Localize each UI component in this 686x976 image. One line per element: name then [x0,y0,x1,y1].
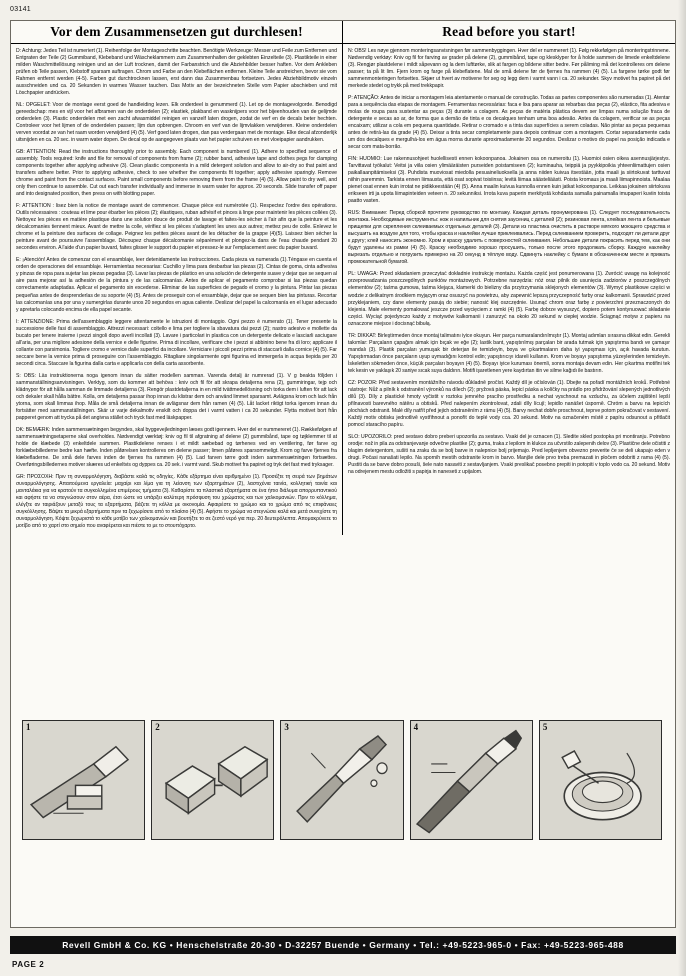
page-number: PAGE 2 [12,960,45,969]
paragraph-f: F: ATTENTION : lisez bien la notice de montage avant de commencer. Chaque pièce est numérotée (1). Respectez l'ordre des opérations. Outils nécessaires : couteau et lime pour ébarber les pièces (2); élastiques, ruban adhésif et pinces à linge pour maintenir les pièces collées (3). Nettoyez les pièces en matière plastique dans une solution douce de produit de lavage et faites-les sécher à l'air afin que la peinture et les décalcomanies tiennent mieux. Avant de mettre la colle, vérifiez si les pièces s'adaptent les unes aux autres; mettez peu de colle. Enlevez le chrome et la peinture des surfaces de collage. Peignez les petites pièces avant de les détacher de la grappe (4)(5). Laissez bien sécher la peinture avant de poursuivre l'assemblage. Découpez chaque décalcomanie séparément et plongez-la dans de l'eau chaude pendant 20 secondes environ. A l'aide d'un papier buvard, faites glisser le support du papier et pressez-le sur l'emplacement avec du papier buvard. [16,203,337,252]
paragraph-dk: DK: BEMÆRK: Inden sammensætningen begyndes, skal byggevejledningen læses godt igennem. Hver del er nummereret (1). Rækkefølgen af sammensætningsetaperne skal overholdes. Nødvendigt værktøj: kniv og fil til afgratning af delene (2) gummibånd, tape og tøjklemmer til at holde de klæbede (3) enkeltdele sammen. Plastikdelene renses i et mildt sæbebad og tørhenes ved en ventilering, før farve og forklæbebillederne bedre kan hæfte. Inden påførelsen kontrolleres om delene passer; limen påføres sparsommeligt. Krom og farve fjernes fra klæbefladerne. De små dele farves inden de fjernes fra rammen (4) (5). Lad farven tørre godt inden sammensætningen fortsættes. Overføringsbilledernes motiver skæres ud enkeltvis og dyppes ca. 20 sek. i varmt vand. Skub motivet fra papiret og tryk det fast med tryksager. [16,426,337,468]
paragraph-tr: TR: DIKKAT: Birleştirmeden önce montaj talimatını iyice okuyun. Her parça numaralandırılmıştır (1). Montaj adımları sırasına dikkat edin. Gerekli takımlar: Parçaların çapağını almak için bıçak ve eğe (2); lastik bant, yapıştırılmış parçaları bir arada tutmak için yapıştırma bandı ve çamaşır mandalı (3). Plastik parçaları yumuşak bir deterjan ile temizleyin, boya ve çıkartmaların daha iyi yapışması için, açık havada kurutun. Yapıştırmadan önce parçaların uyup uymadığını kontrol edin; yapıştırıcıyı idareli kullanın. Krom ve boyayı yapıştırma yüzeylerinden temizleyin. İskeletten sökmeden önce, küçük parçaları boyayın (4) (5). Boyayı iyice kuruması önemli, sonra montaja devam edin. Her çıkartma motifini tek tek kesin ve yaklaşık 20 saniye sıcak suya daldırın. Motifi işaretlenen yere kaydırtan itin ve silme kağıdı ile bastırın. [348,332,670,374]
page-edge-shadow [678,0,686,976]
heading-left-cell [11,21,343,43]
step-illustrations [22,720,662,840]
apply-glue-sparingly-icon [281,721,402,839]
heading-english: Read before you start! [442,24,576,39]
paragraph-gb: GB: ATTENTION: Read the instructions thoroughly prior to assembly. Each component is numbered (1). Adhere to specified sequence of assembly. Tools required: knife and file for removal of components from frame (2); rubber band, adhesive tape and clothes pegs for clamping components together after applying adhesive (3). Clean plastic components in a mild detergent solution and allow to air-dry so that paint and transfers adhere better. Prior to applying adhesive, check to see whether the components fit together; apply adhesive sparingly. Remove chrome and paint from the contact surfaces. Paint small components before removing them from the frame (4) (5). Allow paint to dry well, and only then continue to assemble. Cut out each transfer individually and immerse in warm water for approx. 20 seconds. Slide transfer off paper and into designated position, then press on with blotting paper. [16,149,337,198]
step-illustration-5 [539,720,662,840]
paragraph-i: I: ATTENZIONE: Prima dell'assemblaggio leggere attentamente le istruzioni di montaggio. Ogni pezzo è numerato (1). Tener presente la successione delle fasi di assemblaggio. Attrezzi necessari: coltello e lima per togliere la sbavatura dai pezzi (2); nastro adesivo e mollette da bucato per tenere insieme i pezzi singoli dopo averli incollati (3). Lavare i particolari in plastica con un detergente delicato e lasciarli asciugare all'aria, per una migliore adesione della vernice e delle figurine. Prima di incollare, verificare che i pezzi si abbinino bene fra di loro; applicare il collante con parsimonia. Togliere cromo e vernice dalle superfici da incollare. Verniciare i piccoli pezzi prima di staccarli dalla cornice (4) (5). Far seccare bene la vernice prima di proseguire con l'assemblaggio. Ritagliare singolarmente ogni figurina ed immergerla in acqua tiepida per 20 secondi circa. Staccare la figurina dalla carta e applicarla con della carta assorbente. [16,318,337,367]
left-column [11,44,343,535]
manufacturer-contact: Revell GmbH & Co. KG • Henschelstraße 20-30 • D-32257 Buende • Germany • Tel.: +49-5223-965-0 • Fax: +49-5223-965-488 [62,940,624,950]
headings-bar [11,21,675,44]
paragraph-fin: FIN: HUOMIO: Lue rakennusohjeet huolellisesti ennen kokoonpanoa. Jokainen osa on numeroitu (1). Huomioi osien oikea asennusjärjestys. Tarvittavat työkalut: Veitsi ja viila osien ylimääräisten purseiden poistamiseen (2); kuminauha, teippiä ja pyykkipoikia yhteenliimattujen osien paikallaanpitämiseksi (3). Puhdista muoviosat miedolla pesuaineliuoksella ja anna niiden kuivua itsestään, jotta maali ja siirtokuvat tarttuvat niihin paremmin. Tarkista ennen liimausta, että osat sopivat toisiinsa; levitä liimaa säästeliäästi. Poista kromaus ja maali liimapinnoista. Maalaa pienet osat ennen kuin irrotat ne pidikkeestään (4) (5). Anna maalin kuivua kunnolla ennen kuin jatkat kokoonpanoa. Leikkaa jokainen siirtokuva erikseen irti ja upota liimapinteiden veteen n. 20 sekunniksi. Irrota kuva paperin merkitystä kohdasta samalla painamalla imupaperi kuviin toista paatto vasten. [348,156,670,205]
step-number-3: 3 [284,722,289,732]
text-columns [11,44,675,535]
check-fit-before-gluing-icon [152,721,273,839]
footer-bar [10,936,676,954]
document-code: 03141 [10,6,31,13]
step-number-5: 5 [542,722,548,732]
paragraph-slo: SLO: UPOZORILO: pred sestavo dobro preberi upozorila za sestavo. Vsaki del je oznacen (1). Sledite skled postopka pri montiranju. Potrebno orodje: nož in pila za odstranjevanje odvečne plastike (2); guma, traka z lepilom in klukce za učvrstilo zalepenih delov (3). Plastične dele očistiti z blagim detergentom, sušiti na zraku da se bolj barve in nalepnice bolj prijemajo. Pred lepljenjem obvezno preverite če se deli ukapajo eden v drugi. Počasi nanašati lepilo. Na spornih mestih odstranite krom in barvo. Manjše dele prvo treba premazati in pločem odobriti z rama (4) (5). Pustiti da se barve dobro posuši, šele nato nasaviti z sestavljanjem. Vsaki preslikač posebno prepiti in potopiti v toplo vodo ca. 20 sekund. Motiv na odrejenem mestu odložiti s papirja in naneseti z upijalom. [348,433,670,475]
paragraph-cz: CZ: POZOR: Před sestavením montážního návodu důkladně pročíst. Každý díl je očíslován (1). Dbejte na pořadí montážních kroků. Potřebné nástroje: Nůž a pilník k odstranění výronků na dílech (2); pryžová páska, lepicí páska a kolíčky na prádlo pro přidržování slepených jednotlivých dílů (3). Díly z plastické hmoty vyčistit v roztoku jemného pracího prostředku a nechat vyschnout na vzduchu, za účelem zajištění lepší přilnavosti barevného nátěru a obtisků. Před nalepením zkontrolovat, zdali díly lícují; lepidlo nanášet úsporně. Chróm a barvu na lepicích plochách odstranit. Malé díly natřít před jejich odstraněním z rámu (4) (5). Barvy nechat dobře proschnout, teprve potom pokračovat v sestavení. Každý motiv obtisku jednotlivě vystřihnout a ponořit do teplé vody cca. 20 sekund. Motiv na označeném místě z papíru odsunout a přitlačit pomocí staracího papíru. [348,379,670,428]
paint-small-parts-on-frame-icon [411,721,532,839]
deburr-part-with-knife-icon [23,721,144,839]
heading-german: Vor dem Zusammensetzen gut durchlesen! [50,24,303,39]
paragraph-s: S: OBS: Läs instruktionerna noga igenom innan du sätter modellen samman. Varenda detalj är numrerad (1). V g beakta följden i sammanställningsanvisningen. Verktyg, som du kommer att behöva : kniv och fil för att skrapa detaljerna rena (2), gummiringar, tejp och klädnypor för att hålla samman de limmade detaljerna (3). Rengör plastdetaljerna in en mild tvättmedellösning och torka dem i luften för att lack och dekaler skall hålla bättre. Kolla, om detaljerna passar ihop innan du klistrar dem och använd limmet sparsamt. Avlägsna krom och lack från ytorna, som skall limmas ihop. Måla de små detaljerna innan de avlägsnar dem från ramen (4) (5). Låt lacket riktigt torka igenom innan du fortsätter med sammanställningen. Skär ur varje dekalmotiv enskilt och doppa det i varmt vatten i ca 20 sekunder. Flytta motivet bort från papperet genom att trycka på det angivna stället och tryck fast med läskpapper. [16,372,337,421]
heading-right-cell [343,21,675,43]
paragraph-n: N: OBS! Les nøye gjennom monteringsanvisningen før sammenbyggingen. Hver del er nummerert (1). Følg rekkefølgen på monteringstrinnene. Nødvendig verktøy: Kniv og fil for farving av grader på delene (2), gummibånd, tape og klesklyper for å holde sammen de limede enkeltdelene (3). Rengjør plastdelene i mildt såpevann og la dem lufttørke, slik at fargen og bildene sitter bedre. Før påliming må det kontrolleres om delene passer; ta på lit lim. Fjern krom og farge på klebeflatene. Mal de små delene før de fjernes fra rammen (4) (5). La fargene tørke godt før sammenmonteringen fortsettes. Skjær ut hvert av motivene for seg og legg dem i varmt vann i ca. 20 sekunder. Skyv motivet fra papiret på det merkede stedet og trykk på med trekkpapir. [348,48,670,90]
paragraph-nl: NL: OPGELET: Voor de montage eerst goed de handleiding lezen. Elk onderdeel is genummerd (1). Let op de montagevolgorde. Benodigd gereedschap: mes en vijl voor het afbramen van de onderdelen (2); elastiek, plakband en wasknijpers voor het bijeenhouden van de gelijmde onderdelen (3). Plastic onderdelen met een zacht afwasmiddel reinigen en vanzelf laten drogen, zodat de verf en de decals beter hechten. Controleer voor het lijmen of de onderdelen passen; lijm dun opbrengen. Chroom en verf van de lijmvlakken verwijderen. Kleine onderdelen verven voordat ze van het raam worden verwijderd (4) (5). Verf goed laten drogen, dan pas verdergaan met de montage. Elke decal afzonderlijk uitsnijden en ca. 20 sec. in warm water dopen. De decal op de aangegeven plaats van het papier schuiven en met vloeipapier aandrukken. [16,102,337,144]
step-number-2: 2 [155,722,160,732]
step-illustration-2 [151,720,274,840]
paragraph-p: P: ATENÇÃO: Antes de iniciar a montagem leia atentamente o manual de construção. Todas as partes componentes são numeradas (1). Atentar para a sequência das etapas de montagem. Ferramentas necessárias: faca e lixa para aparar as rebarbas das peças (2), elástico, fita adesiva e molas de roupa para sustentar as peças (3) durante a colagem. As peças de matéria plástica devem ser limpas numa solução fraca de detergente e secas ao ar, de forma que a demão de tinta e os decalques tenham uma boa adesão. Antes da colagem, verificar se as peças encaixam; utilizar a cola em pequena quantidade. Retirar o cromado e a tinta das superfícies a serem coladas. Não pintar as peças pequenas antes de retirá-las da grade (4) (5). Deixar a tinta secar completamente para depois continuar com a montagem. Cortar separadamente cada um dos decalques e mergulhá-los em água morna durante aproximadamente 20 segundos. Deslizar o motivo do papel na posição indicada e secar com mata-borrão. [348,95,670,151]
step-illustration-3 [280,720,403,840]
paragraph-pl: PL: UWAGA: Przed składaniem przeczytać dokładnie instrukcję montażu. Każda część jest ponumerowana (1). Zwrócić uwagę na kolejność przeprowadzania poszczególnych punktów montażowych. Potrzebne narzędzia: nóż oraz pilnik do usunięcia zadziorów z poszczególnych elementów (2); taśma gumowa, taśma klejąca, klamerki do bielizny dla przytrzymania sklejonych elementów (3). Wymyć plastikowe części w wodzie z delikatnym środkiem myjącym oraz osuszyć na powietrzu, aby zapewnić lepszą przyczepność farby oraz kalkomanii. Sprawdzić przed przyklejaniem, czy dane elementy pasują do siebie; nanosić klej oszczędnie. Usunąć chrom oraz farbę z powierzchni przeznaczonych do klejenia. Małe elementy pomalować jeszcze przed wycięciem z ramki (4) (5). Farbę dobrze wysuszyć, dopiero potem kontynuować składanie części. Wyciąć pojedynczo każdy z motywów kalkomanii i zanurzyć na około 20 sekund w ciepłej wodzie. Ściągnąć motyw z papieru na oznaczone miejsce i docisnąć bibułą. [348,271,670,327]
soak-decal-in-warm-water-icon [540,721,661,839]
step-number-4: 4 [413,722,419,732]
paragraph-rus: RUS: Внимание: Перед сборкой прочтите руководство по монтажу. Каждая деталь пронумерована (1). Следует последовательность монтажа. Необходимые инструменты: нож и напильник для снятия заусениц с деталей (2); резиновая лента, клейкая лента и бельевые прищепки для скрепления склеиваемых отдельных деталей (3). Детали из пластика очистить в растворе мягкого моющего средства и высушить на воздухе для того, чтобы краска и наклейки лучше приклеивались. Перед склеиванием проверить, подходят ли детали друг к другу; клей наносить экономно. Хром и краску удалить с поверхностей склеивания. Небольшие детали покрасить перед тем, как они будут удалены из рамки (4) (5). Краску необходимо хорошо просушить, только после этого продолжать сборку. Каждую наклейку вырезать отдельно и погрузить примерно на 20 секунд в тёплую воду. Сдвинуть наклейку с бумаги в обозначенном месте и прижать промокательной бумагой. [348,210,670,266]
right-column [343,44,675,535]
paragraph-e: E: ¡Atención! Antes de comenzar con el ensamblaje, leer detenidamente las instrucciones. Cada pieza va numerada (1).Téngase en cuenta el orden de operaciones del ensamblaje. Herramientas necesarias: Cuchillo y lima para desbarbar las piezas (2). Cintas de goma, cinta adhesiva y pinzas de ropa para sujetar las piezas pegadas (3). Lavar las piezas de plástico en una solución de detergente suave y dejar que se sequen al aire para mejorar así la adhesión de la pintura y de las calcomanías. Antes de aplicar el pegamento comprobar si las piezas quedan correctamente adaptadas. Aplicar el pegamento sin excederse. Eliminar de las superficies de pegado el cromo y la pintura. Pintar las piezas pequeñas antes de desprenderlas de su soporte (4) (5). Antes de proseguir con el ensamblaje, dejar que se sequen bien las pinturas. Recortar las calcomanías una por una y sumergirlas durante unos 20 segundos en agua caliente. Deslizar del papel la calcomanía en el lugar adecuado y apretarla colocando encima de ella papel secante. [16,257,337,313]
paragraph-de: D: Achtung: Jedes Teil ist numeriert (1). Reihenfolge der Montageschritte beachten. Benötigte Werkzeuge: Messer und Feile zum Entfernen und Entgraten der Teile (2) Gummiband, Klebeband und Wäscheklammern zum Zusammenhalten der geklebten Einzelteile (3). Plastikteile in einer milden Waschmittellösung reinigen und an der Luft trocknen, damit der Farbanstrich und die Abziehbilder besser haften. Vor dem Ankleben prüfen ob Teile passen, Klebstoff sparsam auftragen. Chrom und Farbe an den Klebeflächen entfernen. Kleine Teile anstreichen, bevor sie vom Rahmen entfernt werden (4-5). Farben gut durchtrocknen lassen, erst dann das Zusammenbau fortsetzen. Jedes Abziehbildmotiv einzeln ausschneiden und ca. 20 Sekunden in warmes Wasser tauchen. Das Motiv an der bezeichneten Stelle vom Papier abschieben und mit Löschpapier andrücken. [16,48,337,97]
step-illustration-1 [22,720,145,840]
paragraph-gr: GR: ΠΡΟΣΟΧΗ: Πριν τη συναρμολόγηση, διαβάστε καλά τις οδηγίες. Κάθε εξάρτημα είναι αριθμημένο (1). Προσέξτε τη σειρά των βημάτων συναρμολόγησης. Απαιτούμενα εργαλεία: μαχαίρι και λίμα για τη λείανση των εξαρτημάτων (2), λαστιχένια ταινία, κολλητική ταινία και μανταλάκια για να κρατούν τα συγκολλημένα επιμέρους τμήματα (3). Καθαρίστε τα πλαστικά εξαρτήματα σε ένα ήπιο διάλυμα απορρυπαντικού και αφήστε τα να στεγνώσουν στον αέρα, έτσι ώστε να υπάρξει καλύτερη πρόσφυση του χρώματος και των χαλκομανιών. Πριν το κόλλημα, ελέγξτε αν ταιριάζουν μεταξύ τους τα εξαρτήματα, βάζετε τη κόλλα με οικονομία. Αφαιρέστε το χρώμιο και το χρώμα από τις επιφάνειες συγκόλλησης. Βάψτε τα μικρά εξαρτήματα πριν τα ξεχωρίσετε από το πλαίσιο (4) (5). Αφήστε το χρώμα να στεγνώσει καλά και μετά συνεχίστε τη συναρμολόγηση. Κόψτε ξεχωριστά το κάθε μοτίβο των χαλκομανιών και βουτήξτε το σε ζεστό νερό για περ. 20 δευτερόλεπτα. Απομακρύνετε το μοτίβο από το χαρτί στο σημείο που αναφέρεται και πιέστε το με το στουπόχαρτο. [16,473,337,529]
step-number-1: 1 [26,722,31,732]
step-illustration-4 [410,720,533,840]
